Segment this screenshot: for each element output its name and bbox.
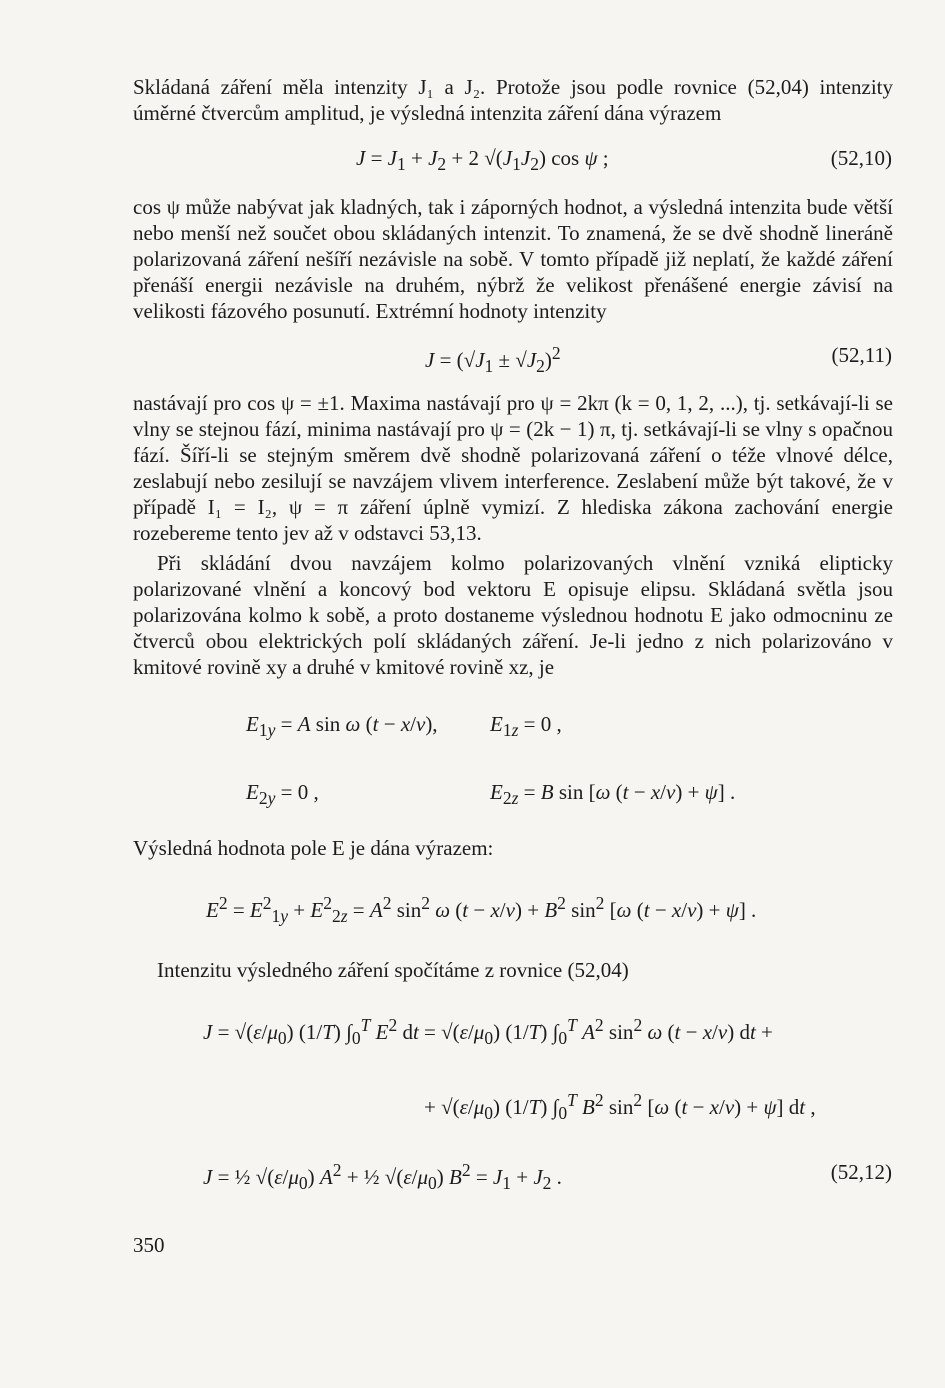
equation-j-integral-line-2: + $√(\varepsilon/\mu_0)$ (1/T) $\int_0^T$ $B^2$ $\sin^2 [\omega$ (t − x/v) + ψ] dt , — [424, 1090, 816, 1124]
paragraph-1 — [133, 74, 893, 126]
equation-e-squared: $E^2 = E^2_{1y} + E^2_{2z} = A^2$ $\sin^2 \omega$ $(t - x/v) + B^2$ $\sin^2 [\omega$ (t − x/v) + ψ] . — [206, 893, 757, 927]
equation-j-integral-line-1: $J = √(\varepsilon/\mu_0)$ (1/T) $\int_0^T$ $E^2$ dt = $√(\varepsilon/\mu_0)$ (1/T) $\int_0^T$ $A^2$ $\sin^2 \omega$ (t − x/v) dt + — [203, 1015, 773, 1049]
equation-number-52-12: (52,12) — [830, 1160, 892, 1184]
equation-52-11: $J = (√J_1 \pm √J_2)^2$ — [425, 343, 561, 377]
equation-number-52-11: (52,11) — [831, 343, 892, 367]
paragraph-2 — [133, 194, 893, 324]
paragraph-1-text: Skládaná záření měla intenzity J₁ a J₂. Protože jsou podle rovnice (52,04) intenzity úměrné čtvercům amplitud, je výsledná intenzita záření dána výrazem — [133, 75, 893, 125]
paragraph-3-text: nastávají pro cos ψ = ±1. Maxima nastávají pro ψ = 2kπ (k = 0, 1, 2, ...), tj. setkávají-li se vlny se stejnou fází, minima nastávají pro ψ = (2k − 1) π, tj. setkávají-li se vlny s opačnou fází. Šíří-li se stejným směrem dvě shodně polarizovaná záření o téže vlnové délce, zeslabují nebo zesilují se navzájem vlivem interference. Zeslabení může být takové, že v případě I₁ = I₂, ψ = π záření úplně vymizí. Z hlediska zákona zachování energie rozebereme tento jev až v odstavci 53,13. — [133, 391, 893, 545]
paragraph-6-text: Intenzitu výsledného záření spočítáme z rovnice (52,04) — [157, 958, 629, 982]
equation-field-e2z: $E_{2z} = B$ sin [ω (t − x/v) + ψ] . — [490, 780, 736, 809]
paragraph-4-text: Při skládání dvou navzájem kolmo polarizovaných vlnění vzniká elipticky polarizované vlnění a koncový bod vektoru E opisuje elipsu. Skládaná světla jsou polarizována kolmo k sobě, a proto dostaneme výslednou hodnotu E jako odmocninu ze čtverců obou elektrických polí skládaných záření. Je-li jedno z nich polarizováno v kmitové rovině xy a druhé v kmitové rovině xz, je — [133, 551, 893, 679]
paragraph-6 — [133, 957, 893, 983]
page-number: 350 — [133, 1233, 165, 1257]
paragraph-4 — [133, 550, 893, 680]
paragraph-5-text: Výsledná hodnota pole E je dána výrazem: — [133, 836, 494, 860]
equation-52-12: J = ½ $√(\varepsilon/\mu_0) A^2$ + ½ $√(\varepsilon/\mu_0) B^2 = J_1 + J_2$ . — [203, 1160, 562, 1194]
paragraph-3 — [133, 390, 893, 546]
equation-number-52-10: (52,10) — [830, 146, 892, 170]
equation-52-10: $J = J_1 + J_2 + 2$ $√(J_1J_2)$ cos ψ ; — [356, 146, 609, 175]
equation-field-e1y: $E_{1y} = A$ sin ω (t − x/v), — [246, 712, 438, 741]
paragraph-5 — [133, 835, 893, 861]
equation-field-e1z: $E_{1z} = 0$ , — [490, 712, 562, 741]
paragraph-2-text: cos ψ může nabývat jak kladných, tak i záporných hodnot, a výsledná intenzita bude větší nebo menší než součet obou skládaných intenzit. To znamená, že se dvě shodně lineráně polarizovaná záření nešíří nezávisle na sobě. V tomto případě již neplatí, že každé záření přenáší energii nezávisle na druhém, nýbrž že velikost přenášené energie závisí na velikosti fázového posunutí. Extrémní hodnoty intenzity — [133, 195, 893, 323]
equation-field-e2y: $E_{2y} = 0$ , — [246, 780, 319, 809]
